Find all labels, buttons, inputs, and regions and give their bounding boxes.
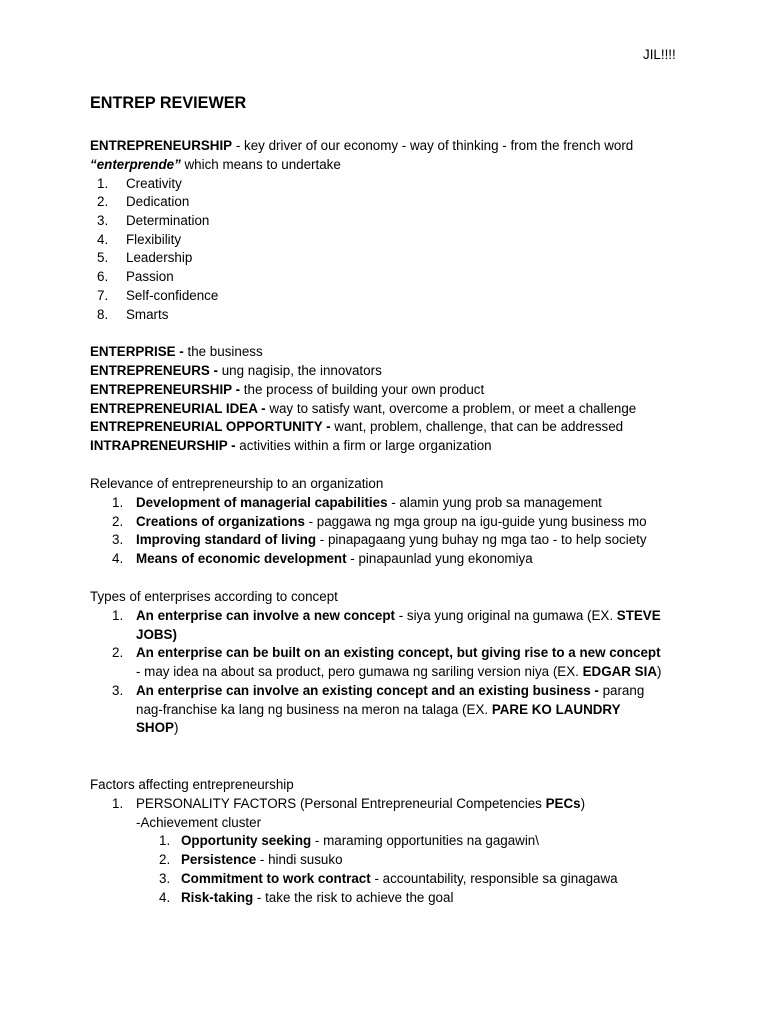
list-item: 2. Dedication [97,194,190,209]
list-item-cont: nag-franchise ka lang ng business na meron na talaga (EX. PARE KO LAUNDRY [136,702,621,717]
intro-rest: which means to undertake [180,157,341,172]
intro-word: “enterprende” [90,157,181,172]
list-item: 7. Self-confidence [97,288,219,303]
list-item: 3. An enterprise can involve an existing concept and an existing business - parang [112,683,645,698]
list-item-cont: - may idea na about sa product, pero gumawa ng sariling version niya (EX. EDGAR SIA) [136,664,662,679]
list-item: 1. Creativity [97,176,182,191]
page-title: ENTREP REVIEWER [90,94,247,112]
section-heading-relevance: Relevance of entrepreneurship to an organization [90,476,384,491]
intro-def: - key driver of our economy - way of thinking - from the french word [232,138,634,153]
list-item: 5. Leadership [97,250,193,265]
intro-line [90,138,633,154]
section-heading-factors: Factors affecting entrepreneurship [90,777,294,792]
list-item: 8. Smarts [97,307,169,322]
term-line: ENTREPRENEURS - ung nagisip, the innovators [90,363,382,378]
list-item: 4. Risk-taking - take the risk to achieve the goal [159,890,454,905]
list-item: 3. Improving standard of living - pinapagaang yung buhay ng mga tao - to help society [112,532,647,547]
list-item: 1. An enterprise can involve a new concept - siya yung original na gumawa (EX. STEVE [112,608,661,623]
list-item: 1. Development of managerial capabilities - alamin yung prob sa management [112,495,602,510]
list-item: 4. Flexibility [97,232,182,247]
list-item: 2. An enterprise can be built on an existing concept, but giving rise to a new concept [112,645,661,660]
list-item: 4. Means of economic development - pinapaunlad yung ekonomiya [112,551,533,566]
term-line: ENTREPRENEURIAL OPPORTUNITY - want, problem, challenge, that can be addressed [90,419,624,434]
header-note: JIL!!!! [643,47,676,62]
section-heading-types: Types of enterprises according to concept [90,589,338,604]
list-item: 1. Opportunity seeking - maraming opportunities na gagawin\ [159,833,539,848]
term-line: ENTERPRISE - the business [90,344,263,359]
cluster-label: -Achievement cluster [136,815,262,830]
intro-term: ENTREPRENEURSHIP [90,138,233,153]
intro-line-2 [90,157,341,173]
list-item: 3. Commitment to work contract - accountability, responsible sa ginagawa [159,871,618,886]
term-line: ENTREPRENEURIAL IDEA - way to satisfy want, overcome a problem, or meet a challenge [90,401,637,416]
list-item-cont: JOBS) [136,627,177,642]
term-line: ENTREPRENEURSHIP - the process of building your own product [90,382,485,397]
list-item: 1. PERSONALITY FACTORS (Personal Entrepreneurial Competencies PECs) [112,796,586,811]
list-item: 2. Creations of organizations - paggawa ng mga group na igu-guide yung business mo [112,514,647,529]
list-item: 6. Passion [97,269,174,284]
list-item-cont: SHOP) [136,720,179,735]
term-line: INTRAPRENEURSHIP - activities within a firm or large organization [90,438,492,453]
list-item: 3. Determination [97,213,210,228]
list-item: 2. Persistence - hindi susuko [159,852,343,867]
